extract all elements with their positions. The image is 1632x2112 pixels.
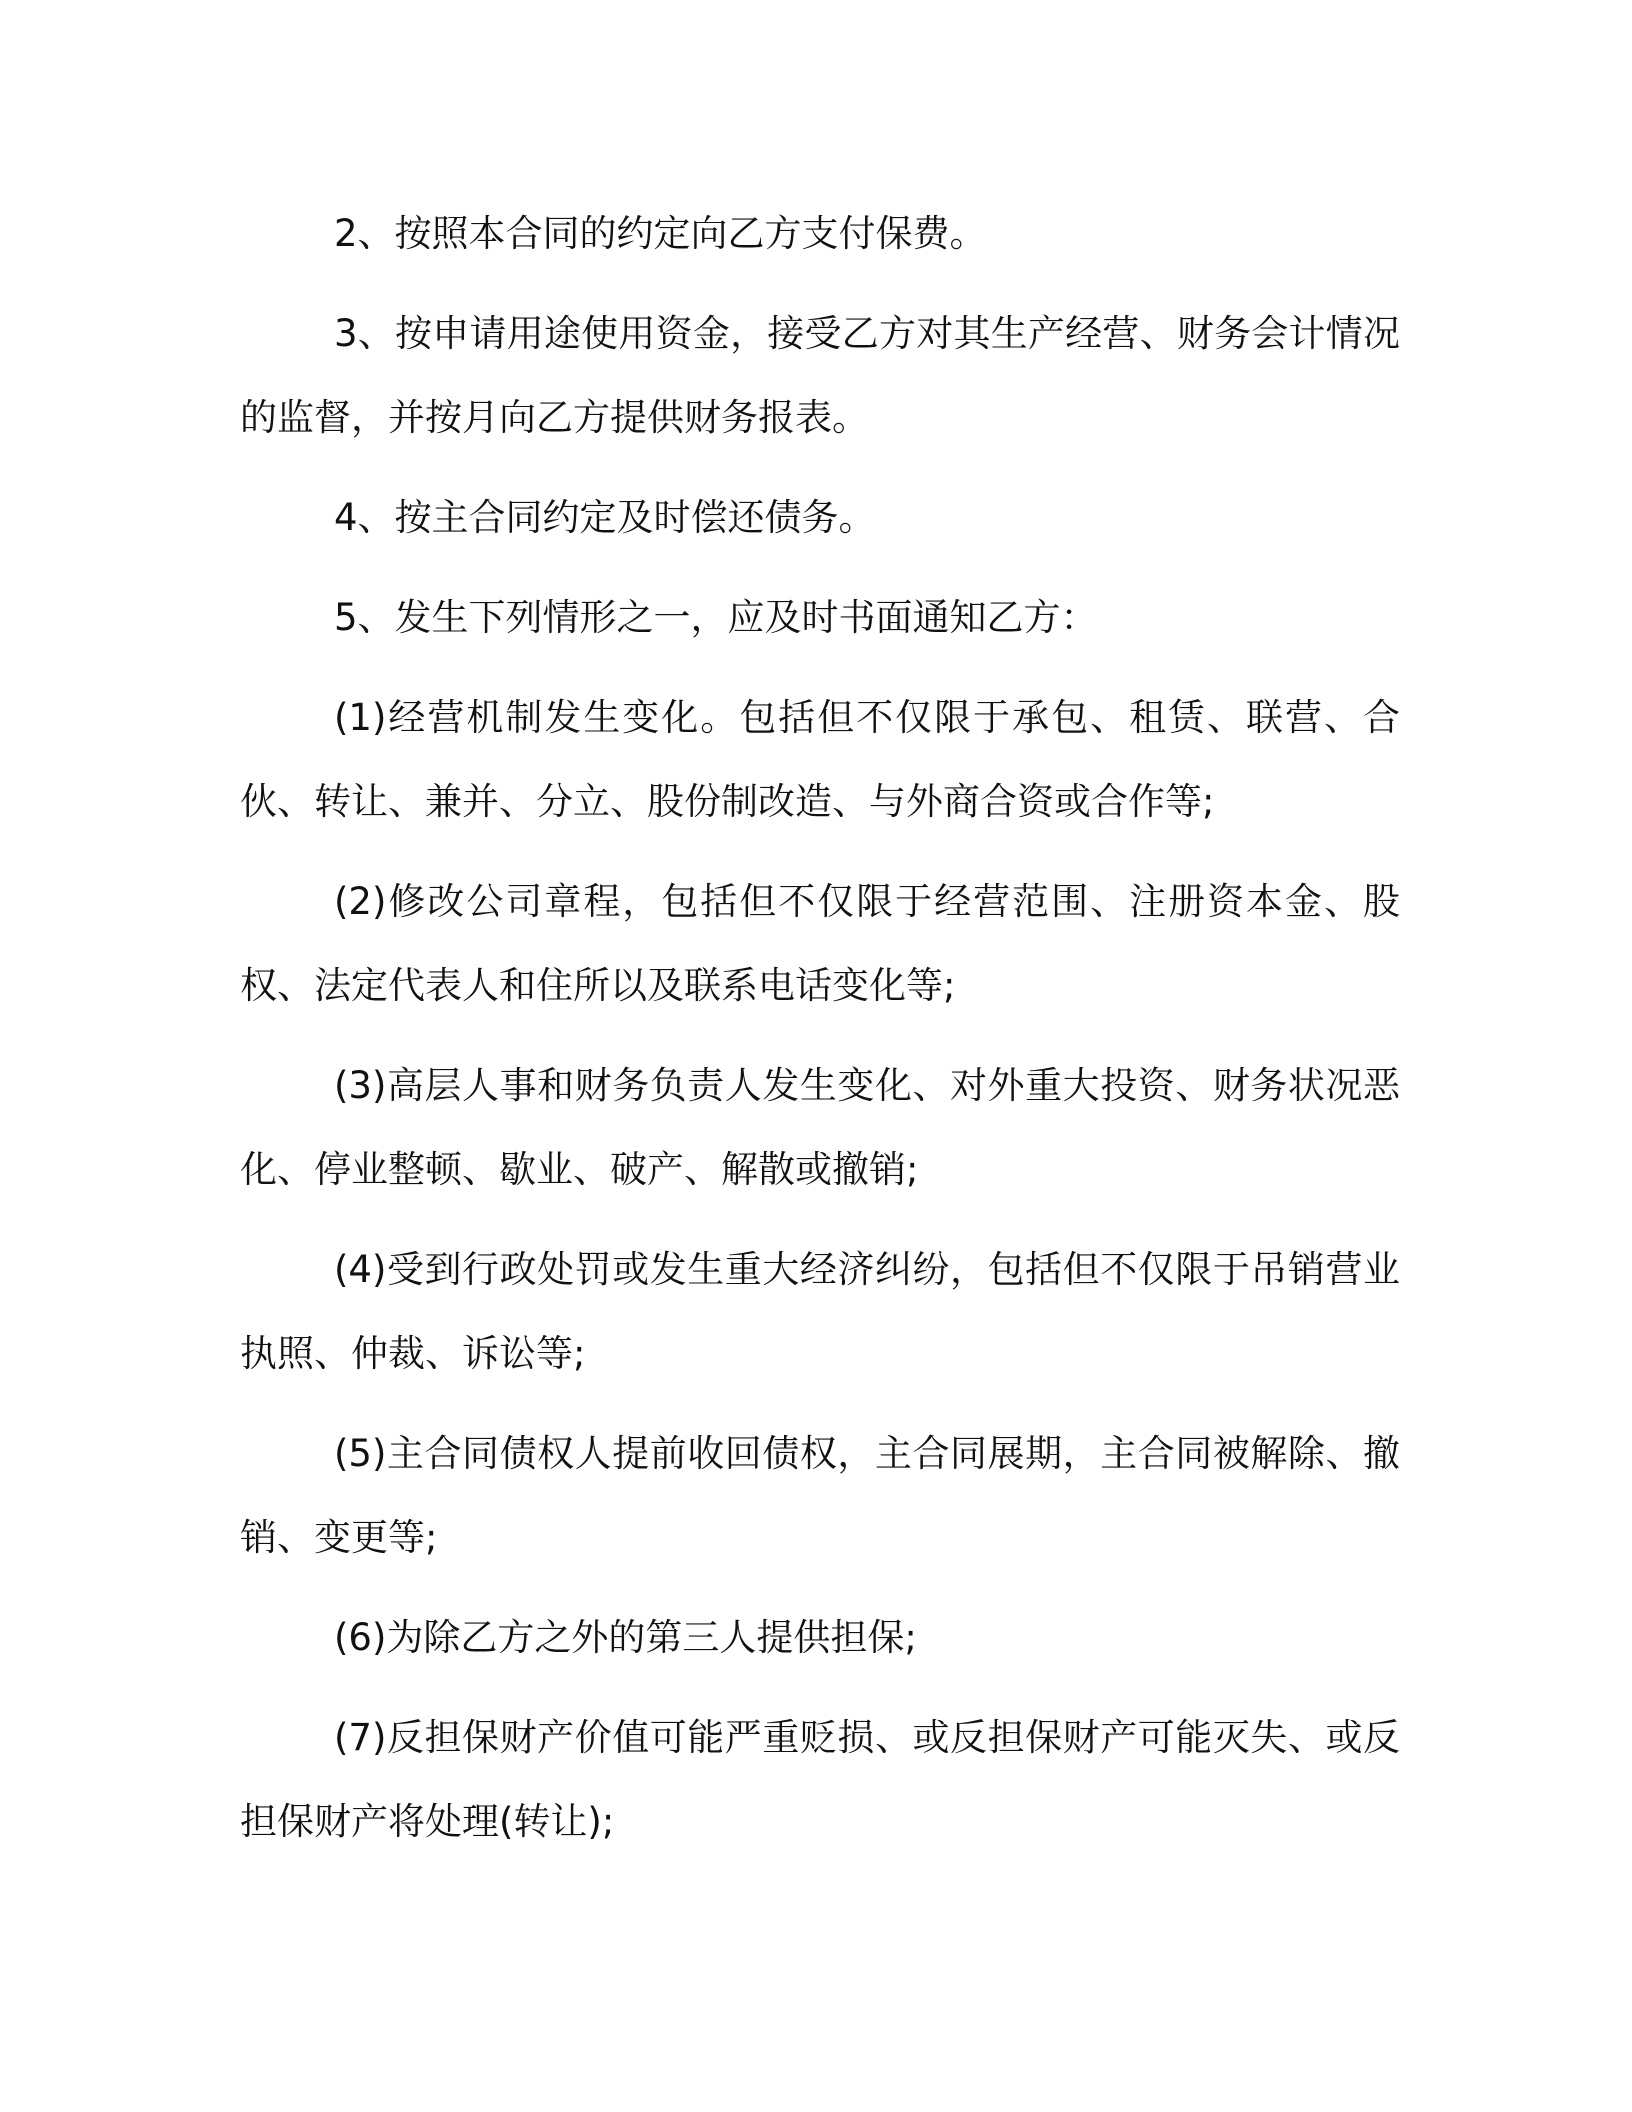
paragraph-subitem-3: (3)高层人事和财务负责人发生变化、对外重大投资、财务状况恶化、停业整顿、歇业、破产、解散或撤销; [240, 1064, 1400, 1191]
paragraph-item-3: 3、按申请用途使用资金，接受乙方对其生产经营、财务会计情况的监督，并按月向乙方提供财务报表。 [240, 312, 1400, 439]
paragraph-subitem-6: (6)为除乙方之外的第三人提供担保; [334, 1616, 917, 1659]
paragraph-item-2: 2、按照本合同的约定向乙方支付保费。 [334, 212, 987, 255]
paragraph-subitem-4: (4)受到行政处罚或发生重大经济纠纷，包括但不仅限于吊销营业执照、仲裁、诉讼等; [240, 1248, 1400, 1375]
document-body [240, 192, 1400, 1880]
paragraph-subitem-2: (2)修改公司章程，包括但不仅限于经营范围、注册资本金、股权、法定代表人和住所以及联系电话变化等; [240, 880, 1400, 1007]
paragraph-item-4: 4、按主合同约定及时偿还债务。 [334, 496, 876, 539]
paragraph-subitem-1: (1)经营机制发生变化。包括但不仅限于承包、租赁、联营、合伙、转让、兼并、分立、股份制改造、与外商合资或合作等; [240, 696, 1400, 823]
paragraph-subitem-5: (5)主合同债权人提前收回债权，主合同展期，主合同被解除、撤销、变更等; [240, 1432, 1400, 1559]
paragraph-subitem-7: (7)反担保财产价值可能严重贬损、或反担保财产可能灭失、或反担保财产将处理(转让); [240, 1716, 1400, 1843]
paragraph-item-5: 5、发生下列情形之一，应及时书面通知乙方： [334, 596, 1098, 639]
